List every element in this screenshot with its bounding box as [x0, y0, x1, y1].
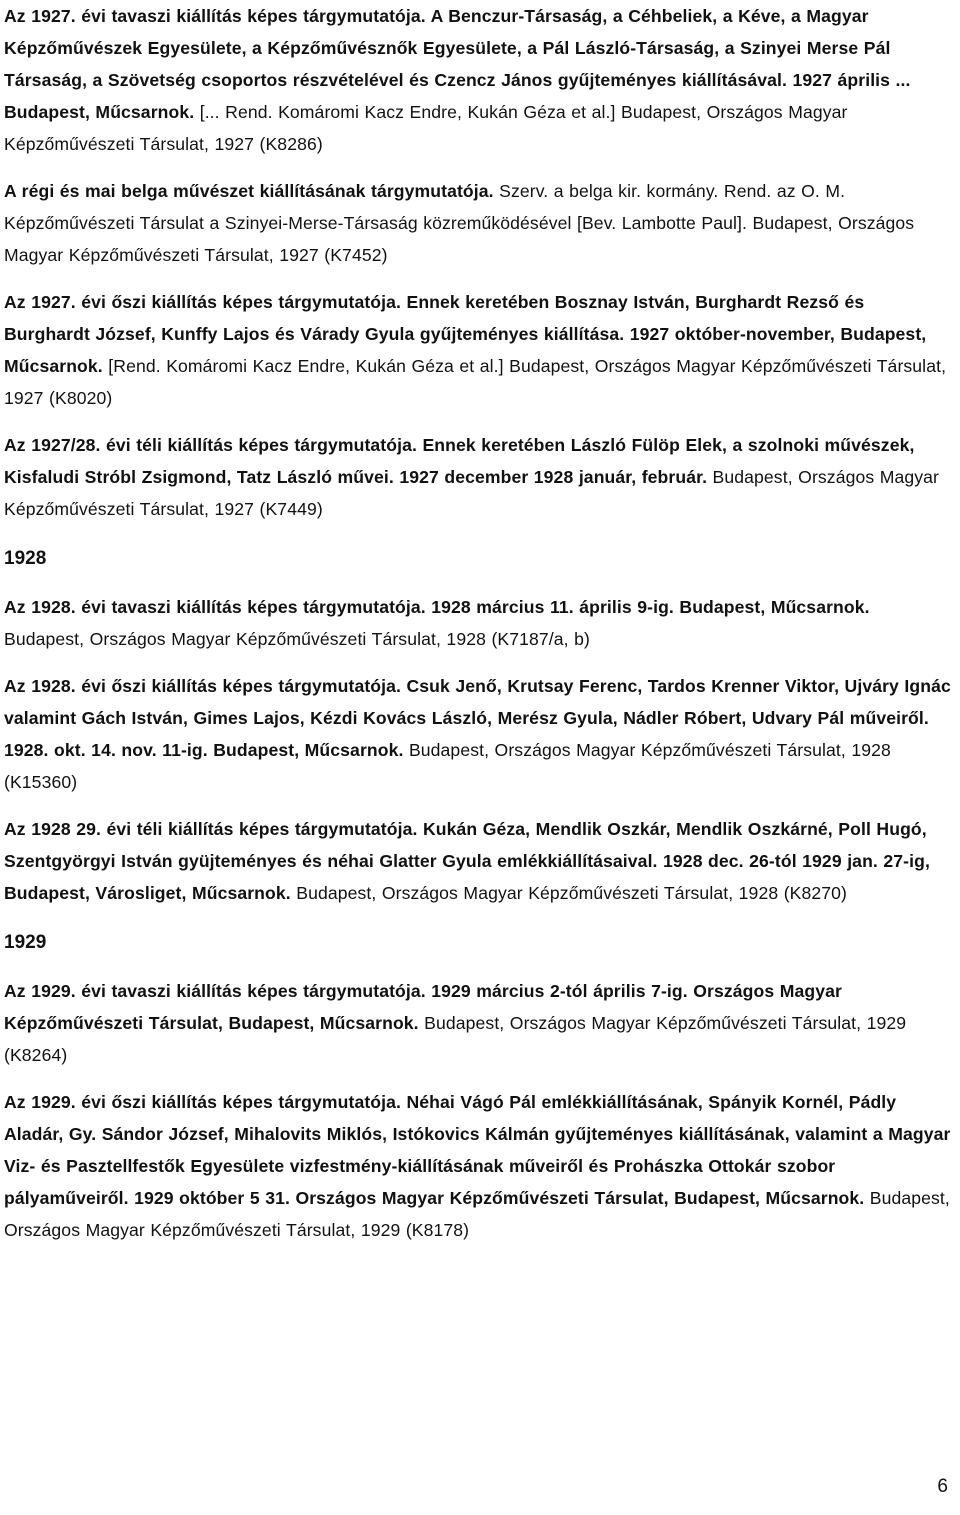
catalog-entry	[4, 429, 954, 525]
entry-title: Az 1928 29. évi téli kiállítás képes tárgymutatója. Kukán Géza, Mendlik Oszkár, Mendlik Oszkárné, Poll Hugó, Szentgyörgyi István gyüjteményes és néhai Glatter Gyula emlékkiállításaival. 1928 dec. 26-tól 1929 jan. 27-ig, Budapest, Városliget, Műcsarnok.	[4, 819, 930, 903]
entry-title: Az 1929. évi tavaszi kiállítás képes tárgymutatója. 1929 március 2-tól április 7-ig. Országos Magyar Képzőművészeti Társulat, Budapest, Műcsarnok.	[4, 981, 842, 1033]
catalog-entry	[4, 286, 954, 414]
entry-title: Az 1928. évi tavaszi kiállítás képes tárgymutatója. 1928 március 11. április 9-ig. Budapest, Műcsarnok.	[4, 597, 870, 617]
catalog-entry	[4, 975, 954, 1071]
page-number: 6	[937, 1476, 948, 1497]
entry-title: Az 1927. évi őszi kiállítás képes tárgymutatója. Ennek keretében Bosznay István, Burghardt Rezső és Burghardt József, Kunffy Lajos és Várady Gyula gyűjteményes kiállítása. 1927 október-november, Budapest, Műcsarnok.	[4, 292, 927, 376]
entry-details: Budapest, Országos Magyar Képzőművészeti Társulat, 1928 (K7187/a, b)	[4, 629, 590, 649]
entry-details: Szerv. a belga kir. kormány. Rend. az O. M. Képzőművészeti Társulat a Szinyei-Merse-Társaság közreműködésével [Bev. Lambotte Paul]. Budapest, Országos Magyar Képzőművészeti Társulat, 1927 (K7452)	[4, 181, 915, 265]
entry-details: [... Rend. Komáromi Kacz Endre, Kukán Géza et al.] Budapest, Országos Magyar Képzőművészeti Társulat, 1927 (K8286)	[4, 102, 848, 154]
catalog-entry	[4, 1086, 954, 1246]
catalog-entry	[4, 813, 954, 909]
year-heading: 1928	[4, 548, 47, 569]
entry-title: Az 1929. évi őszi kiállítás képes tárgymutatója. Néhai Vágó Pál emlékkiállításának, Spányik Kornél, Pádly Aladár, Gy. Sándor József, Mihalovits Miklós, Istókovics Kálmán gyűjteményes kiállításának, valamint a Magyar Viz- és Pasztellfestők Egyesülete vizfestmény-kiállításának műveiről és Prohászka Ottokár szobor pályaműveiről. 1929 október 5 31. Országos Magyar Képzőművészeti Társulat, Budapest, Műcsarnok.	[4, 1092, 951, 1208]
entry-title: Az 1927/28. évi téli kiállítás képes tárgymutatója. Ennek keretében László Fülöp Elek, a szolnoki művészek, Kisfaludi Stróbl Zsigmond, Tatz László művei. 1927 december 1928 január, február.	[4, 435, 915, 487]
entry-title: Az 1927. évi tavaszi kiállítás képes tárgymutatója. A Benczur-Társaság, a Céhbeliek, a Kéve, a Magyar Képzőművészek Egyesülete, a Képzőművésznők Egyesülete, a Pál László-Társaság, a Szinyei Merse Pál Társaság, a Szövetség csoportos részvételével és Czencz János gyűjteményes kiállításával. 1927 április ... Budapest, Műcsarnok.	[4, 6, 911, 122]
entry-details: Budapest, Országos Magyar Képzőművészeti Társulat, 1929 (K8264)	[4, 1013, 907, 1065]
entry-title: Az 1928. évi őszi kiállítás képes tárgymutatója. Csuk Jenő, Krutsay Ferenc, Tardos Krenner Viktor, Ujváry Ignác valamint Gách István, Gimes Lajos, Kézdi Kovács László, Merész Gyula, Nádler Róbert, Udvary Pál műveiről. 1928. okt. 14. nov. 11-ig. Budapest, Műcsarnok.	[4, 676, 951, 760]
entry-details: [Rend. Komáromi Kacz Endre, Kukán Géza et al.] Budapest, Országos Magyar Képzőművészeti Társulat, 1927 (K8020)	[4, 356, 947, 408]
entry-details: Budapest, Országos Magyar Képzőművészeti Társulat, 1928 (K8270)	[290, 883, 847, 903]
document-page	[4, 0, 954, 1261]
catalog-entry	[4, 670, 954, 798]
entry-title: A régi és mai belga művészet kiállításának tárgymutatója.	[4, 181, 494, 201]
entry-details: Budapest, Országos Magyar Képzőművészeti Társulat, 1928 (K15360)	[4, 740, 891, 792]
catalog-entry	[4, 0, 954, 160]
year-heading: 1929	[4, 932, 47, 953]
entry-details: Budapest, Országos Magyar Képzőművészeti Társulat, 1929 (K8178)	[4, 1188, 950, 1240]
catalog-entry	[4, 175, 954, 271]
catalog-entry	[4, 591, 954, 655]
entry-details: Budapest, Országos Magyar Képzőművészeti Társulat, 1927 (K7449)	[4, 467, 940, 519]
